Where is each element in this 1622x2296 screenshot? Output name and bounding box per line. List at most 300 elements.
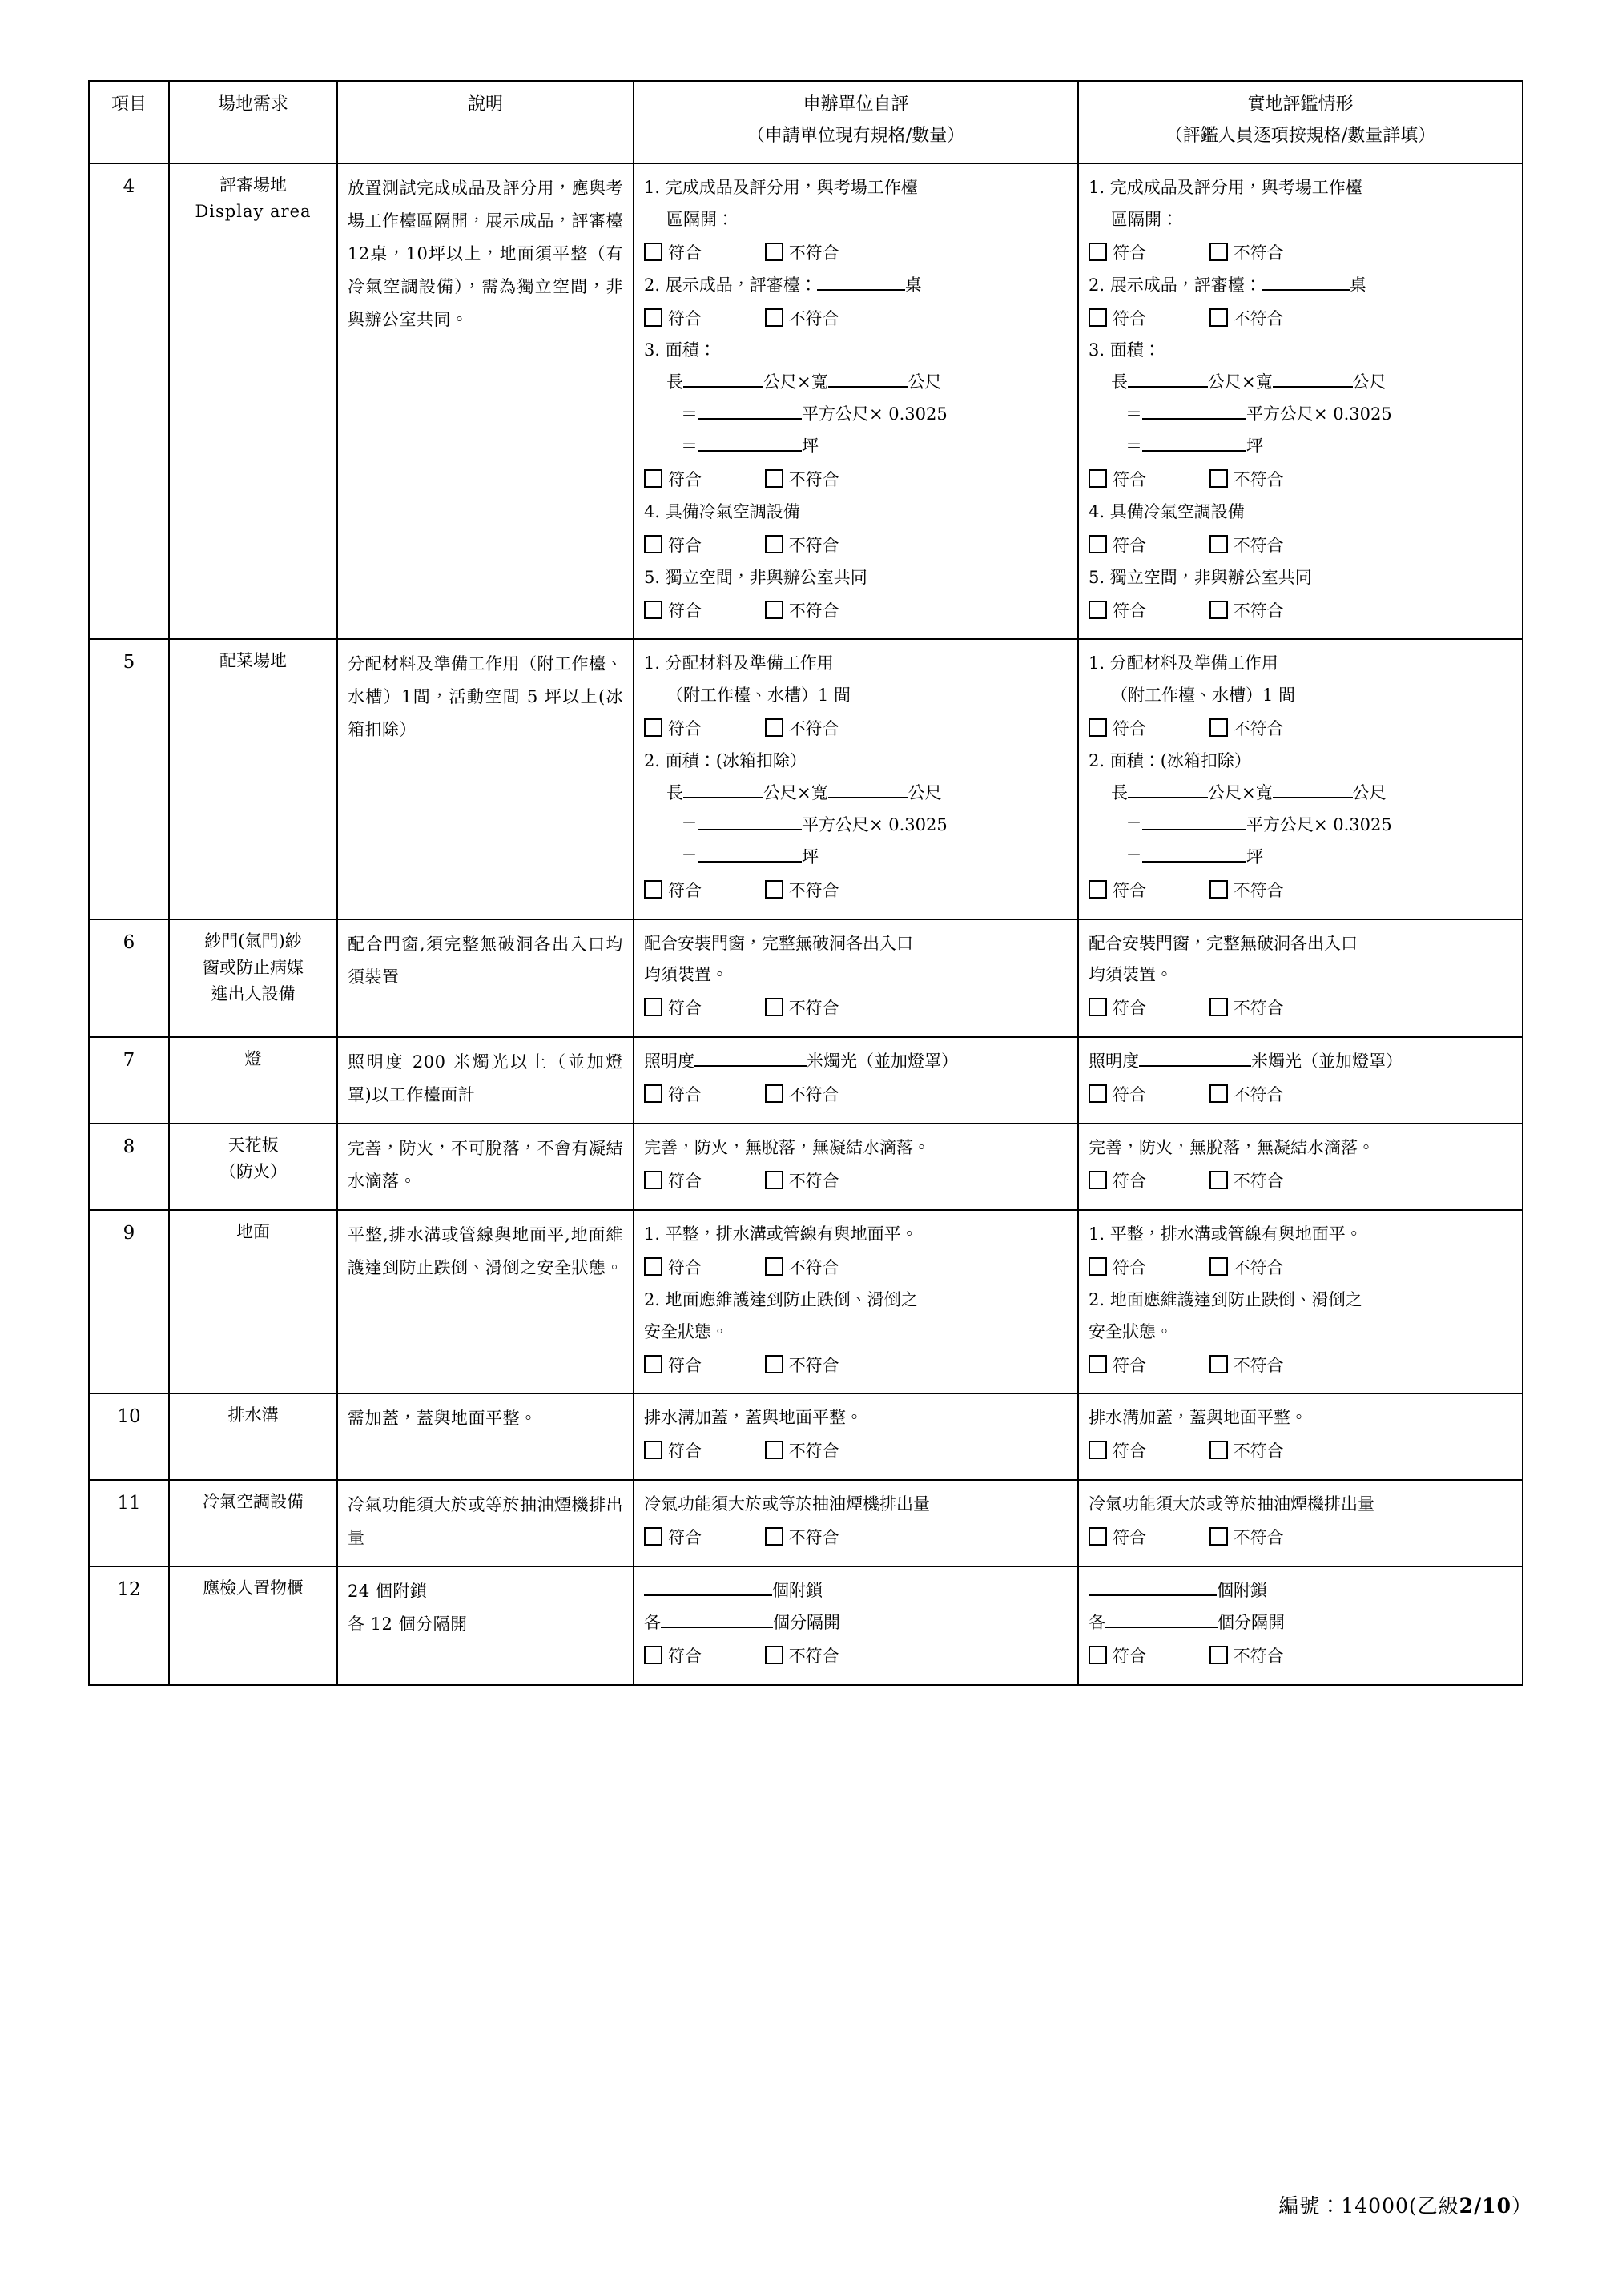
checkbox-not-conform[interactable] (765, 1166, 839, 1198)
checkbox-label: 符合 (668, 719, 702, 739)
checkbox-label: 符合 (668, 999, 702, 1019)
label-sqm: 平方公尺× 0.3025 (802, 814, 948, 834)
checkbox-not-conform[interactable] (765, 530, 839, 562)
checkbox-conform[interactable] (1089, 1522, 1146, 1554)
evaluation-cell (1078, 639, 1523, 919)
checkbox-label: 不符合 (788, 1528, 839, 1548)
table-row (89, 1037, 1523, 1124)
checkbox-icon[interactable] (644, 718, 662, 737)
checkbox-label: 不符合 (788, 308, 839, 328)
checkbox-conform[interactable] (1089, 714, 1146, 746)
blank-field[interactable] (1142, 418, 1246, 420)
checkbox-icon[interactable] (1209, 1084, 1228, 1103)
checkbox-icon[interactable] (644, 1441, 662, 1459)
checkbox-not-conform[interactable] (1209, 1522, 1284, 1554)
self-item-2a: 2. 地面應維護達到防止跌倒、滑倒之 (644, 1289, 918, 1309)
checkbox-label: 符合 (1113, 1646, 1146, 1666)
checkbox-icon[interactable] (765, 308, 783, 327)
checkbox-icon[interactable] (1209, 1646, 1228, 1664)
checkbox-icon[interactable] (644, 1084, 662, 1103)
checkbox-icon[interactable] (1089, 1646, 1107, 1664)
checkbox-row (1089, 993, 1512, 1025)
checkbox-label: 符合 (668, 535, 702, 555)
eval-item-1: 1. 平整，排水溝或管線有與地面平。 (1089, 1224, 1362, 1245)
checkbox-not-conform[interactable] (765, 875, 839, 907)
checkbox-label: 不符合 (788, 1355, 839, 1375)
blank-field[interactable] (1273, 797, 1353, 798)
self-item-2-unit: 桌 (904, 275, 922, 295)
checkbox-not-conform[interactable] (765, 1080, 839, 1112)
checkbox-not-conform[interactable] (1209, 875, 1284, 907)
blank-field[interactable] (644, 1594, 772, 1596)
checkbox-label: 符合 (1113, 999, 1146, 1019)
blank-field[interactable] (694, 1065, 807, 1067)
eval-item-2b: 安全狀態。 (1089, 1321, 1173, 1341)
equals-sign: ＝ (1125, 846, 1142, 867)
checkbox-icon[interactable] (1089, 1257, 1107, 1276)
checkbox-not-conform[interactable] (765, 1436, 839, 1468)
self-assessment-cell (634, 1037, 1078, 1124)
checkbox-not-conform[interactable] (1209, 714, 1284, 746)
checkbox-conform[interactable] (1089, 1641, 1146, 1673)
checkbox-conform[interactable] (644, 1253, 702, 1285)
checkbox-icon[interactable] (1209, 1355, 1228, 1373)
checkbox-row (644, 1166, 1068, 1198)
eval-illumination (1089, 1046, 1512, 1078)
row-description: 冷氣功能須大於或等於抽油煙機排出量 (337, 1480, 634, 1566)
checkbox-row (1089, 1253, 1512, 1285)
checkbox-icon[interactable] (1209, 243, 1228, 261)
header-item: 項目 (89, 81, 169, 163)
checkbox-not-conform[interactable] (765, 464, 839, 497)
checkbox-label: 符合 (1113, 1442, 1146, 1462)
blank-field[interactable] (1273, 386, 1353, 388)
checkbox-row (1089, 238, 1512, 270)
checkbox-not-conform[interactable] (765, 1350, 839, 1382)
checkbox-label: 符合 (668, 1646, 702, 1666)
label-sqm: 平方公尺× 0.3025 (1246, 814, 1392, 834)
checkbox-conform[interactable] (644, 1080, 702, 1112)
equals-sign: ＝ (681, 846, 698, 867)
checkbox-row (1089, 1522, 1512, 1554)
label-width: 公尺×寬 (1208, 372, 1273, 392)
checkbox-icon[interactable] (644, 880, 662, 899)
label-illumination: 照明度 (644, 1051, 694, 1072)
checkbox-conform[interactable] (644, 304, 702, 336)
checkbox-label: 不符合 (788, 535, 839, 555)
blank-field[interactable] (817, 289, 905, 291)
label-lux: 米燭光（並加燈罩） (807, 1051, 958, 1072)
blank-field[interactable] (683, 797, 763, 798)
checkbox-row (644, 1436, 1068, 1468)
eval-partition-line (1089, 1607, 1512, 1639)
checkbox-row (644, 464, 1068, 497)
checkbox-label: 不符合 (1233, 1528, 1284, 1548)
checkbox-label: 符合 (668, 1085, 702, 1105)
label-length: 長 (666, 783, 683, 803)
row-requirement: 地面 (169, 1210, 337, 1393)
label-illumination: 照明度 (1089, 1051, 1139, 1072)
checkbox-label: 不符合 (1233, 1442, 1284, 1462)
row-number: 11 (89, 1480, 169, 1566)
checkbox-conform[interactable] (644, 1166, 702, 1198)
label-partition: 個分隔開 (1218, 1613, 1285, 1633)
checkbox-not-conform[interactable] (1209, 1253, 1284, 1285)
blank-field[interactable] (1139, 1065, 1251, 1067)
row-requirement (169, 1124, 337, 1210)
checkbox-icon[interactable] (765, 1441, 783, 1459)
blank-field[interactable] (1142, 450, 1246, 452)
self-count-line (644, 1575, 1068, 1607)
label-locker-count: 個附鎖 (1217, 1581, 1267, 1601)
checkbox-label: 不符合 (1233, 999, 1284, 1019)
checkbox-conform[interactable] (1089, 238, 1146, 270)
eval-item-2-unit: 桌 (1349, 275, 1366, 295)
checkbox-icon[interactable] (1209, 1257, 1228, 1276)
header-eval-line1: 實地評鑑情形 (1247, 94, 1354, 115)
checkbox-icon[interactable] (765, 998, 783, 1016)
checkbox-icon[interactable] (765, 469, 783, 488)
checkbox-icon[interactable] (765, 535, 783, 553)
blank-field[interactable] (1262, 289, 1350, 291)
checkbox-icon[interactable] (1089, 243, 1107, 261)
self-item-3: 3. 面積： (644, 340, 716, 360)
label-length: 長 (1111, 372, 1128, 392)
checkbox-conform[interactable] (644, 1522, 702, 1554)
blank-field[interactable] (698, 829, 802, 830)
label-sqm: 平方公尺× 0.3025 (1246, 404, 1392, 424)
blank-field[interactable] (683, 386, 763, 388)
checkbox-icon[interactable] (1209, 880, 1228, 899)
checkbox-conform[interactable] (644, 1350, 702, 1382)
checkbox-conform[interactable] (1089, 1080, 1146, 1112)
checkbox-icon[interactable] (644, 1171, 662, 1189)
checkbox-label: 符合 (1113, 719, 1146, 739)
self-assessment-cell (634, 919, 1078, 1038)
checkbox-icon[interactable] (765, 1084, 783, 1103)
eval-text: 排水溝加蓋，蓋與地面平整。 (1089, 1408, 1307, 1428)
checkbox-icon[interactable] (644, 243, 662, 261)
eval-item-3-line2 (1089, 399, 1512, 431)
eval-item-2: 2. 面積：(冰箱扣除） (1089, 751, 1251, 771)
checkbox-icon[interactable] (1209, 998, 1228, 1016)
checkbox-not-conform[interactable] (1209, 1080, 1284, 1112)
checkbox-label: 不符合 (1233, 1646, 1284, 1666)
checkbox-not-conform[interactable] (765, 1641, 839, 1673)
checkbox-conform[interactable] (1089, 875, 1146, 907)
self-item-2-text: 2. 展示成品，評審檯： (644, 275, 817, 295)
eval-item-1: 1. 分配材料及準備工作用 (1089, 653, 1278, 674)
self-item-1: 1. 平整，排水溝或管線有與地面平。 (644, 1224, 918, 1245)
checkbox-row (644, 304, 1068, 336)
checkbox-row (1089, 1350, 1512, 1382)
checkbox-label: 不符合 (1233, 719, 1284, 739)
table-header-row (89, 81, 1523, 163)
checkbox-icon[interactable] (1209, 308, 1228, 327)
checkbox-conform[interactable] (1089, 1350, 1146, 1382)
equals-sign: ＝ (681, 436, 698, 456)
blank-field[interactable] (661, 1627, 773, 1628)
row-requirement: 排水溝 (169, 1393, 337, 1480)
eval-count-line (1089, 1575, 1512, 1607)
evaluation-cell (1078, 1393, 1523, 1480)
label-sqm: 平方公尺× 0.3025 (802, 404, 948, 424)
blank-field[interactable] (1089, 1594, 1217, 1596)
checkbox-row (1089, 1641, 1512, 1673)
checkbox-icon[interactable] (765, 1646, 783, 1664)
checkbox-row (644, 238, 1068, 270)
row-description: 需加蓋，蓋與地面平整。 (337, 1393, 634, 1480)
checkbox-row (644, 1522, 1068, 1554)
checkbox-conform[interactable] (644, 238, 702, 270)
row-requirement: 應檢人置物櫃 (169, 1566, 337, 1685)
self-text: 排水溝加蓋，蓋與地面平整。 (644, 1408, 863, 1428)
eval-item-1: 1. 完成成品及評分用，與考場工作檯 (1089, 178, 1362, 197)
checkbox-icon[interactable] (644, 535, 662, 553)
checkbox-conform[interactable] (1089, 993, 1146, 1025)
checkbox-conform[interactable] (644, 530, 702, 562)
label-partition: 個分隔開 (773, 1613, 840, 1633)
blank-field[interactable] (1105, 1627, 1218, 1628)
evaluation-cell (1078, 1210, 1523, 1393)
row-description (337, 1566, 634, 1685)
checkbox-icon[interactable] (1089, 1084, 1107, 1103)
checkbox-icon[interactable] (765, 880, 783, 899)
self-item-3-line2 (644, 399, 1068, 431)
checkbox-icon[interactable] (1089, 535, 1107, 553)
checkbox-conform[interactable] (1089, 464, 1146, 497)
checkbox-label: 符合 (668, 880, 702, 900)
checkbox-not-conform[interactable] (1209, 1436, 1284, 1468)
label-ping: 坪 (1246, 436, 1263, 456)
checkbox-label: 不符合 (1233, 1355, 1284, 1375)
row-requirement: 燈 (169, 1037, 337, 1124)
checkbox-icon[interactable] (644, 601, 662, 619)
checkbox-conform[interactable] (644, 464, 702, 497)
checkbox-conform[interactable] (1089, 1166, 1146, 1198)
blank-field[interactable] (698, 861, 802, 863)
checkbox-icon[interactable] (644, 1355, 662, 1373)
checkbox-icon[interactable] (644, 1527, 662, 1546)
requirement-line2: Display area (195, 202, 312, 222)
checkbox-icon[interactable] (765, 1257, 783, 1276)
checkbox-icon[interactable] (644, 469, 662, 488)
evaluation-cell (1078, 1124, 1523, 1210)
header-requirement: 場地需求 (169, 81, 337, 163)
checkbox-icon[interactable] (1209, 718, 1228, 737)
checkbox-label: 不符合 (1233, 601, 1284, 621)
label-width: 公尺×寬 (1208, 783, 1273, 803)
checkbox-label: 符合 (1113, 1172, 1146, 1192)
checkbox-icon[interactable] (1089, 1527, 1107, 1546)
checkbox-not-conform[interactable] (1209, 1641, 1284, 1673)
checkbox-not-conform[interactable] (1209, 1350, 1284, 1382)
header-description: 說明 (337, 81, 634, 163)
blank-field[interactable] (1142, 861, 1246, 863)
eval-item-2-line1 (1089, 778, 1512, 810)
checkbox-icon[interactable] (1089, 718, 1107, 737)
row-description: 配合門窗,須完整無破洞各出入口均須裝置 (337, 919, 634, 1038)
checkbox-row (1089, 304, 1512, 336)
row-requirement: 配菜場地 (169, 639, 337, 919)
checkbox-conform[interactable] (644, 714, 702, 746)
row-number: 10 (89, 1393, 169, 1480)
checkbox-label: 符合 (1113, 243, 1146, 263)
self-text-line2: 均須裝置。 (644, 965, 728, 985)
evaluation-cell (1078, 919, 1523, 1038)
footer-suffix: ） (1511, 2194, 1532, 2218)
checkbox-icon[interactable] (1209, 535, 1228, 553)
checkbox-icon[interactable] (1209, 1527, 1228, 1546)
row-number: 5 (89, 639, 169, 919)
checkbox-row (644, 714, 1068, 746)
table-row (89, 919, 1523, 1038)
blank-field[interactable] (698, 418, 802, 420)
table-row (89, 1210, 1523, 1393)
checkbox-label: 符合 (1113, 1257, 1146, 1277)
checkbox-label: 符合 (1113, 601, 1146, 621)
row-number: 8 (89, 1124, 169, 1210)
blank-field[interactable] (1128, 797, 1208, 798)
footer-prefix: 編號：14000(乙級 (1278, 2194, 1459, 2218)
checkbox-label: 不符合 (1233, 470, 1284, 490)
checkbox-icon[interactable] (1089, 1171, 1107, 1189)
self-item-2 (644, 270, 1068, 302)
self-item-2: 2. 面積：(冰箱扣除） (644, 751, 807, 771)
blank-field[interactable] (1128, 386, 1208, 388)
checkbox-icon[interactable] (765, 1355, 783, 1373)
checkbox-conform[interactable] (644, 875, 702, 907)
checkbox-not-conform[interactable] (1209, 304, 1284, 336)
checkbox-not-conform[interactable] (1209, 993, 1284, 1025)
checkbox-not-conform[interactable] (765, 714, 839, 746)
checkbox-label: 不符合 (1233, 308, 1284, 328)
row-number: 9 (89, 1210, 169, 1393)
checkbox-conform[interactable] (644, 1641, 702, 1673)
checkbox-icon[interactable] (1209, 1441, 1228, 1459)
checkbox-icon[interactable] (1209, 469, 1228, 488)
checkbox-not-conform[interactable] (765, 1253, 839, 1285)
self-item-2-line1 (644, 778, 1068, 810)
checkbox-not-conform[interactable] (765, 596, 839, 628)
checkbox-not-conform[interactable] (765, 1522, 839, 1554)
checkbox-icon[interactable] (765, 1171, 783, 1189)
checkbox-not-conform[interactable] (1209, 530, 1284, 562)
checkbox-icon[interactable] (1089, 469, 1107, 488)
checkbox-not-conform[interactable] (765, 993, 839, 1025)
footer-page-number: 2/10 (1459, 2194, 1511, 2218)
checkbox-row (1089, 1436, 1512, 1468)
checkbox-icon[interactable] (644, 308, 662, 327)
checkbox-icon[interactable] (644, 1257, 662, 1276)
checkbox-label: 不符合 (788, 719, 839, 739)
checkbox-not-conform[interactable] (1209, 1166, 1284, 1198)
checkbox-row (1089, 530, 1512, 562)
self-assessment-cell (634, 1393, 1078, 1480)
checkbox-icon[interactable] (765, 243, 783, 261)
checkbox-conform[interactable] (1089, 596, 1146, 628)
table-row (89, 1480, 1523, 1566)
eval-text-line1: 配合安裝門窗，完整無破洞各出入口 (1089, 933, 1358, 953)
checkbox-icon[interactable] (644, 1646, 662, 1664)
checkbox-conform[interactable] (1089, 1436, 1146, 1468)
checkbox-not-conform[interactable] (765, 238, 839, 270)
checkbox-icon[interactable] (1089, 1355, 1107, 1373)
checkbox-label: 符合 (1113, 880, 1146, 900)
checkbox-icon[interactable] (1089, 998, 1107, 1016)
checkbox-icon[interactable] (1089, 880, 1107, 899)
checkbox-icon[interactable] (765, 1527, 783, 1546)
self-assessment-cell (634, 163, 1078, 639)
checkbox-icon[interactable] (1209, 601, 1228, 619)
label-width: 公尺×寬 (763, 372, 828, 392)
label-length: 長 (1111, 783, 1128, 803)
checkbox-row (644, 530, 1068, 562)
blank-field[interactable] (828, 386, 908, 388)
checkbox-icon[interactable] (1089, 1441, 1107, 1459)
checkbox-row (644, 993, 1068, 1025)
checkbox-row (1089, 875, 1512, 907)
checkbox-not-conform[interactable] (765, 304, 839, 336)
checkbox-icon[interactable] (765, 718, 783, 737)
row-description: 放置測試完成成品及評分用，應與考場工作檯區隔開，展示成品，評審檯12桌，10坪以上，地面須平整（有冷氣空調設備），需為獨立空間，非與辦公室共同。 (337, 163, 634, 639)
checkbox-label: 符合 (1113, 470, 1146, 490)
checkbox-icon[interactable] (1089, 308, 1107, 327)
header-eval-line2: （評鑑人員逐項按規格/數量詳填） (1165, 125, 1436, 146)
checkbox-icon[interactable] (765, 601, 783, 619)
equals-sign: ＝ (1125, 814, 1142, 834)
self-item-4: 4. 具備冷氣空調設備 (644, 501, 800, 521)
checkbox-icon[interactable] (1209, 1171, 1228, 1189)
eval-text: 冷氣功能須大於或等於抽油煙機排出量 (1089, 1494, 1374, 1514)
checkbox-conform[interactable] (644, 596, 702, 628)
header-self-line1: 申辦單位自評 (803, 94, 909, 115)
checkbox-row (644, 1253, 1068, 1285)
eval-item-3-line3 (1089, 431, 1512, 463)
label-width: 公尺×寬 (763, 783, 828, 803)
checkbox-label: 符合 (1113, 1528, 1146, 1548)
checkbox-conform[interactable] (1089, 1253, 1146, 1285)
self-assessment-cell (634, 1480, 1078, 1566)
checkbox-not-conform[interactable] (1209, 464, 1284, 497)
checkbox-icon[interactable] (1089, 601, 1107, 619)
checkbox-not-conform[interactable] (1209, 238, 1284, 270)
row-number: 4 (89, 163, 169, 639)
row-requirement: 冷氣空調設備 (169, 1480, 337, 1566)
blank-field[interactable] (698, 450, 802, 452)
checkbox-conform[interactable] (1089, 530, 1146, 562)
eval-item-2-line2 (1089, 810, 1512, 842)
self-item-2-line3 (644, 842, 1068, 874)
requirement-line2: 窗或防止病媒 (203, 957, 304, 977)
checkbox-icon[interactable] (644, 998, 662, 1016)
self-assessment-cell (634, 1124, 1078, 1210)
checkbox-label: 符合 (1113, 1085, 1146, 1105)
page-footer (1278, 2190, 1532, 2219)
evaluation-cell (1078, 163, 1523, 639)
table-row (89, 163, 1523, 639)
checkbox-conform[interactable] (644, 1436, 702, 1468)
checkbox-not-conform[interactable] (1209, 596, 1284, 628)
label-each: 各 (644, 1613, 661, 1633)
checkbox-conform[interactable] (644, 993, 702, 1025)
checkbox-row (1089, 1080, 1512, 1112)
blank-field[interactable] (828, 797, 908, 798)
checkbox-conform[interactable] (1089, 304, 1146, 336)
label-lux: 米燭光（並加燈罩） (1251, 1051, 1403, 1072)
checkbox-label: 符合 (668, 1355, 702, 1375)
blank-field[interactable] (1142, 829, 1246, 830)
